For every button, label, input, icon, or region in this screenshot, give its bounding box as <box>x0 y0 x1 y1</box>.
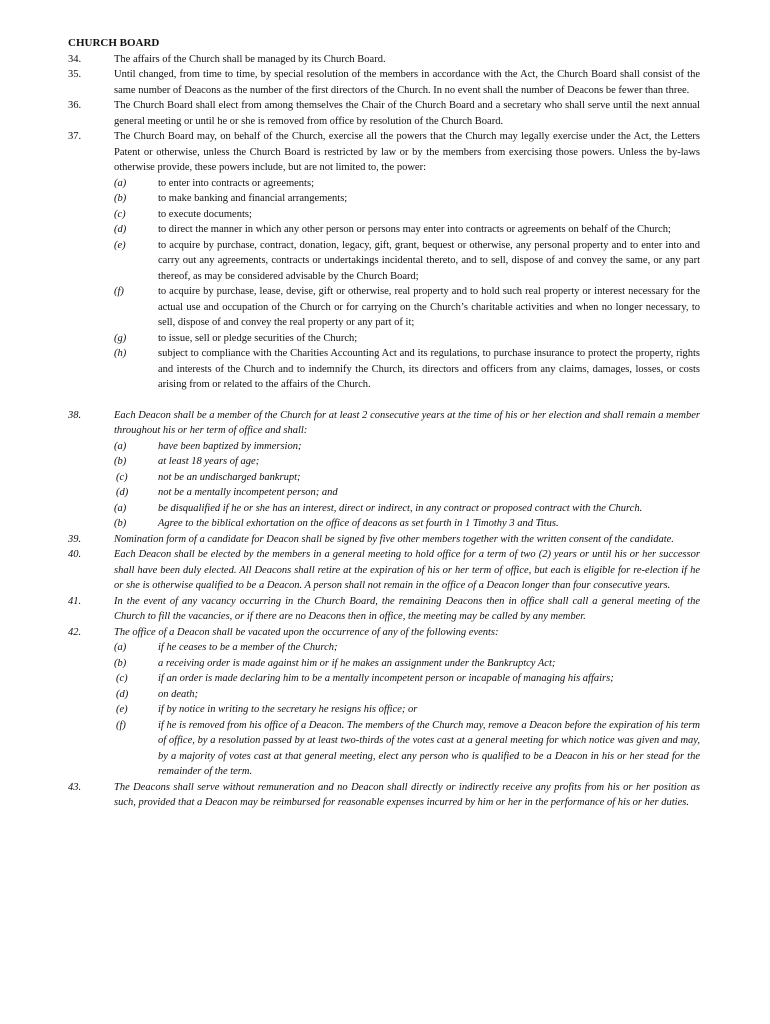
sub-item-text: subject to compliance with the Charities Accounting Act and its regulations, to purchase insurance to protect the property, rights and interests of the Church and to indemnify the Church, its directors and officers from any claims, damages, losses, or costs arising from or related to the affairs of the Church. <box>158 348 700 390</box>
clause-text: Each Deacon shall be a member of the Church for at least 2 consecutive years at the time of his or her election and shall remain a member throughout his or her term of office and shall: <box>114 409 700 436</box>
clause-number: 38. <box>68 409 82 421</box>
sub-item <box>114 702 700 718</box>
clause <box>68 408 700 532</box>
section-gap <box>68 393 700 408</box>
sub-item-text: have been baptized by immersion; <box>158 440 302 452</box>
clause <box>68 67 700 98</box>
sub-item <box>114 485 700 501</box>
clause-text: In the event of any vacancy occurring in the Church Board, the remaining Deacons then in office shall call a general meeting of the Church to fill the vacancies, or if there are no Deacons then in office, the meeting may be called by any member. <box>114 595 700 622</box>
sub-item-text: not be an undischarged bankrupt; <box>158 471 301 483</box>
sub-item-label: (d) <box>114 224 127 235</box>
clause <box>68 594 700 625</box>
clause-text: The office of a Deacon shall be vacated upon the occurrence of any of the following events: <box>114 626 499 638</box>
clause-text: Until changed, from time to time, by special resolution of the members in accordance with the Act, the Church Board shall consist of the same number of Deacons as the number of the first directors of the Church. In no event shall the number of Deacons be fewer than three. <box>114 69 700 96</box>
clause <box>68 129 700 393</box>
sub-item-list <box>114 176 700 393</box>
sub-item-label: (a) <box>114 502 127 514</box>
clause-text: The Church Board may, on behalf of the Church, exercise all the powers that the Church may legally exercise under the Act, the Letters Patent or otherwise, unless the Church Board is restricted by law or by the members from exercising those powers. Unless the by-laws otherwise provide, these powers include, but are not limited to, the power: <box>114 131 700 173</box>
sub-item-label: (d) <box>116 487 129 498</box>
sub-item-text: if an order is made declaring him to be a mentally incompetent person or incapable of managing his affairs; <box>158 673 614 684</box>
document-page <box>68 36 700 811</box>
sub-item <box>114 346 700 393</box>
clause-number: 36. <box>68 100 82 111</box>
clause <box>68 625 700 780</box>
sub-item-text: to acquire by purchase, contract, donation, legacy, gift, grant, bequest or otherwise, any personal property and to enter into and carry out any agreements, contracts or undertakings incidental thereto, and to sell, dispose of and convey the same, or any part thereof, as may be considered advisable by the Church Board; <box>158 239 700 282</box>
sub-item <box>114 222 700 238</box>
sub-item <box>114 238 700 285</box>
sub-item <box>114 176 700 192</box>
clause-text: The affairs of the Church shall be managed by its Church Board. <box>114 53 386 65</box>
clause-number: 34. <box>68 53 82 65</box>
clause-text: The Church Board shall elect from among themselves the Chair of the Church Board and a secretary who shall serve until the next annual general meeting or until he or she is removed from office by resolution of the Church Board. <box>114 100 700 127</box>
clauses-regular <box>68 52 700 393</box>
sub-item-label: (b) <box>114 193 127 204</box>
clause <box>68 98 700 129</box>
sub-item-label: (b) <box>114 518 127 529</box>
sub-item-text: if he ceases to be a member of the Church; <box>158 642 338 653</box>
sub-item-label: (f) <box>116 719 126 731</box>
sub-item-label: (c) <box>116 673 128 684</box>
section-heading: CHURCH BOARD <box>68 37 160 49</box>
sub-item-label: (c) <box>116 471 128 483</box>
sub-item <box>114 656 700 672</box>
sub-item-list <box>114 640 700 780</box>
clause-text: The Deacons shall serve without remuneration and no Deacon shall directly or indirectly receive any profits from his or her position as such, provided that a Deacon may be reimbursed for reasonable expenses incurred by him or her in the performance of his or her duties. <box>114 781 700 808</box>
sub-item <box>114 718 700 780</box>
clause <box>68 532 700 548</box>
clause-number: 35. <box>68 69 82 80</box>
sub-item-label: (h) <box>114 348 127 359</box>
sub-item <box>114 284 700 331</box>
sub-item-text: to issue, sell or pledge securities of the Church; <box>158 332 358 344</box>
sub-item-text: be disqualified if he or she has an interest, direct or indirect, in any contract or proposed contract with the Church. <box>158 502 643 514</box>
sub-item <box>114 687 700 703</box>
clause <box>68 52 700 68</box>
clause <box>68 780 700 811</box>
sub-item-text: if by notice in writing to the secretary he resigns his office; or <box>158 704 418 715</box>
sub-item-text: a receiving order is made against him or if he makes an assignment under the Bankruptcy Act; <box>158 657 556 669</box>
sub-item-label: (a) <box>114 440 127 452</box>
sub-item-list <box>114 439 700 532</box>
sub-item-text: at least 18 years of age; <box>158 456 260 467</box>
sub-item-label: (b) <box>114 456 127 467</box>
sub-item <box>114 439 700 455</box>
clause-number: 39. <box>68 533 82 545</box>
sub-item-text: if he is removed from his office of a Deacon. The members of the Church may, remove a Deacon before the expiration of his term of office, by a resolution passed by at least two-thirds of the votes cast at a general meeting for which notice was given and may, by a majority of votes cast at that general meeting, elect any person who is qualified to be a Deacon in his or her stead for the remainder of the term. <box>158 719 700 777</box>
sub-item <box>114 331 700 347</box>
sub-item-text: to execute documents; <box>158 208 252 220</box>
clause <box>68 547 700 594</box>
sub-item-label: (d) <box>116 688 129 700</box>
clause-text: Each Deacon shall be elected by the members in a general meeting to hold office for a term of two (2) years or until his or her successor shall have been duly elected. All Deacons shall retire at the expiration of his or her term of office, but each is eligible for re-election if he or she is otherwise qualified to be a Deacon. A person shall not remain in the office of a Deacon longer than four consecutive years. <box>114 549 700 591</box>
sub-item-label: (g) <box>114 332 127 344</box>
sub-item-text: to acquire by purchase, lease, devise, gift or otherwise, real property and to hold such real property or interest necessary for the actual use and occupation of the Church or for carrying on the Church’s charitable activities and when no longer necessary, to sell, dispose of and convey the real property or any part of it; <box>158 286 700 328</box>
sub-item <box>114 207 700 223</box>
sub-item-label: (f) <box>114 286 124 297</box>
clause-number: 37. <box>68 131 82 142</box>
sub-item <box>114 516 700 532</box>
sub-item <box>114 454 700 470</box>
sub-item-text: not be a mentally incompetent person; and <box>158 487 338 498</box>
sub-item-text: to direct the manner in which any other person or persons may enter into contracts or agreements on behalf of the Church; <box>158 224 671 235</box>
sub-item <box>114 501 700 517</box>
sub-item <box>114 191 700 207</box>
sub-item-label: (e) <box>116 704 128 715</box>
clause-text: Nomination form of a candidate for Deacon shall be signed by five other members together with the written consent of the candidate. <box>114 533 674 545</box>
sub-item-text: Agree to the biblical exhortation on the office of deacons as set fourth in 1 Timothy 3 and Titus. <box>158 518 559 529</box>
sub-item-label: (b) <box>114 657 127 669</box>
sub-item-label: (c) <box>114 208 126 220</box>
clause-number: 40. <box>68 549 82 560</box>
sub-item-text: to make banking and financial arrangements; <box>158 193 348 204</box>
clause-number: 42. <box>68 626 82 638</box>
sub-item-label: (e) <box>114 239 126 251</box>
clauses-italic <box>68 408 700 811</box>
sub-item <box>114 671 700 687</box>
sub-item <box>114 640 700 656</box>
sub-item-label: (a) <box>114 642 127 653</box>
clause-number: 41. <box>68 595 82 607</box>
clause-number: 43. <box>68 781 82 793</box>
sub-item-text: to enter into contracts or agreements; <box>158 177 314 189</box>
sub-item-label: (a) <box>114 177 127 189</box>
sub-item <box>114 470 700 486</box>
sub-item-text: on death; <box>158 688 198 700</box>
